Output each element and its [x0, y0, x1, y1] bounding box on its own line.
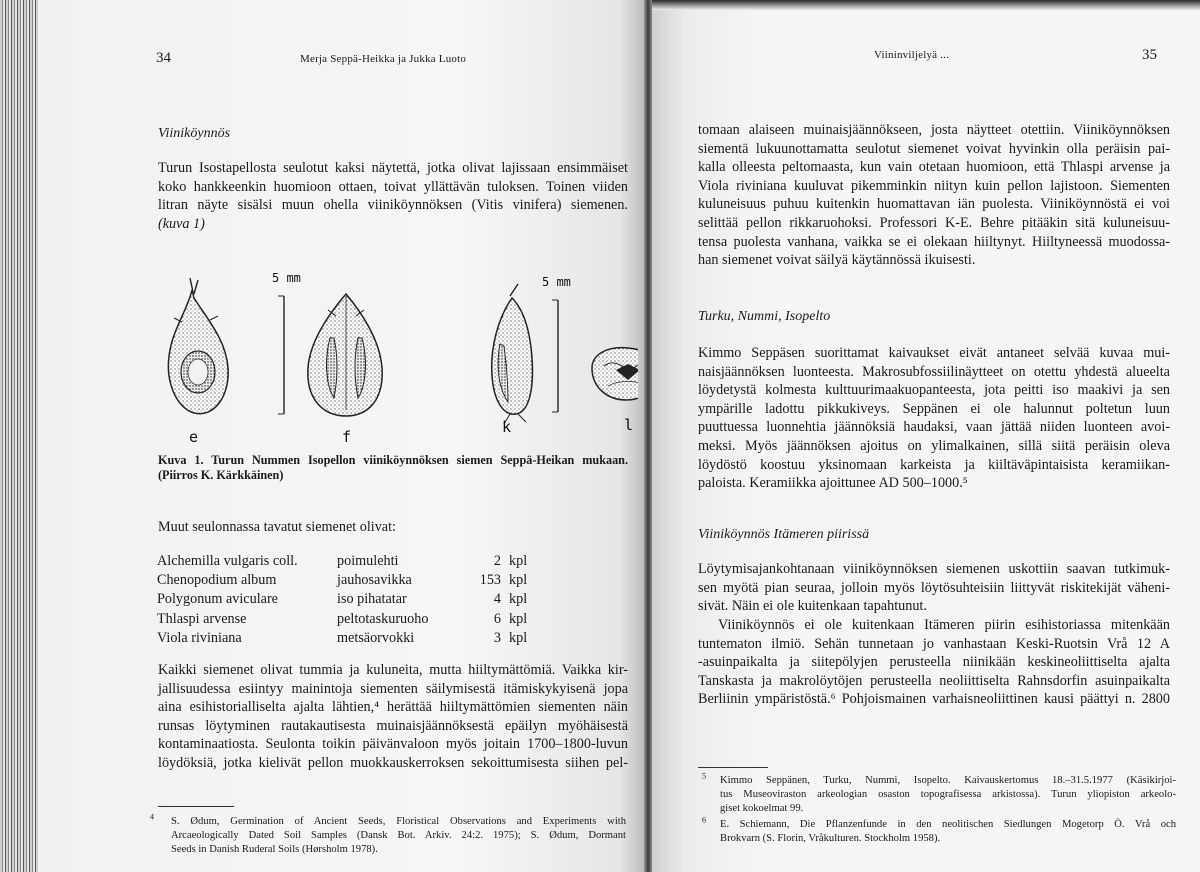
right-paragraph-1: [698, 121, 1170, 270]
seed-row: [157, 591, 549, 610]
text-line: koko hankkeenkin huomioon ottaen, toivat yllättävän tuloksen. Toinen viiden: [158, 178, 628, 195]
figure-label-e: e: [189, 428, 199, 446]
page-edges: [0, 0, 38, 872]
text-line: tensa puolesta vanhana, vaikka se ei olekaan hiiltynyt. Hiiltyneessä muodossa-: [698, 233, 1170, 250]
seed-count: 153: [479, 572, 501, 589]
text-line: tomaan alaiseen muinaisjäännökseen, josta näytteet otettiin. Viiniköynnöksen: [698, 122, 1170, 138]
seed-finnish-name: metsäorvokki: [337, 629, 415, 646]
seed-count: 3: [493, 629, 501, 646]
seeds-intro: Muut seulonnassa tavatut siemenet olivat:: [158, 519, 396, 535]
scale-label-left: 5 mm: [272, 271, 301, 285]
text-line: Viiniköynnös ei ole kuitenkaan Itämeren piirin esihistoriassa mitenkään: [718, 617, 1170, 633]
text-line: meksi. Myös jäännöksen ajoitus on ylimalkainen, sillä siitä peräisin oleva: [698, 437, 1170, 454]
text-line: naisjäännöksen luonteesta. Makrosubfossiilinäytteet on otettu yhdestä alueelta: [698, 363, 1170, 380]
text-line: Viola riviniana kuuluvat pikemminkin niityn kuin pellon lajistoon. Siementen: [698, 177, 1170, 194]
seed-finnish-name: poimulehti: [337, 553, 399, 569]
text-line: löydöksiä, jotka kielivät pellon muokkauskerroksen sekoittumisesta siihen pel-: [158, 754, 628, 771]
right-paragraph-3: [698, 560, 1170, 616]
section-title-viinikoynnos: Viiniköynnös: [158, 126, 231, 141]
footnote-line: giset kokoelmat 99.: [720, 802, 804, 814]
seed-latin-name: Alchemilla vulgaris coll.: [157, 553, 298, 569]
book-gutter: [644, 0, 652, 872]
seed-row: [157, 553, 549, 572]
seed-unit: kpl: [509, 572, 528, 589]
left-page: [38, 0, 644, 872]
text-line: Kimmo Seppäsen suorittamat kaivaukset eivät antaneet selvää kuvaa mui-: [698, 345, 1170, 361]
text-line: runsas löytyminen rautakautisesta muinaisjäännöksestä epäilyn myöhäisestä: [158, 717, 628, 734]
text-line: sen myötä pian seuraa, jolloin myös löytösuhteisiin liittyvät riskitekijät väheni-: [698, 579, 1170, 596]
seed-latin-name: Thlaspi arvense: [157, 610, 247, 627]
text-line: Turun Isostapellosta seulotut kaksi näytettä, jotka olivat lajissaan ensimmäiset: [158, 160, 628, 176]
right-paragraph-4: [698, 616, 1170, 709]
footnote-4: [171, 815, 626, 856]
text-line: jallisuudessa esiintyy mainintoja siementen säilymisestä itämiskykyisenä jopa: [158, 680, 628, 697]
text-line: -asuinpaikalta ja siitepölyjen perusteella niinikään keskineoliittiselta ajalta: [698, 654, 1170, 671]
left-paragraph-2: [158, 661, 628, 773]
text-line: han siemenet voivat säilyä käytännössä ikuisesti.: [698, 252, 976, 269]
footnote-line: S. Ødum, Germination of Ancient Seeds, Floristical Observations and Experiments with: [171, 816, 626, 827]
footnote-line: Seeds in Danish Ruderal Soils (Hørsholm 1978).: [171, 843, 378, 855]
seed-f-drawing: [308, 294, 382, 416]
text-line: löydetystä kolmesta kulttuurimaakuopanteesta, jota peitti iso maakivi ja sen: [698, 382, 1170, 399]
footnote-line: Arcaeologically Dated Soil Samples (Dansk Bot. Arkiv. 24:2. 1975); S. Ødum, Dormant: [171, 829, 626, 841]
seeds-table: [157, 553, 549, 649]
seed-unit: kpl: [509, 629, 528, 646]
text-line: Berliinin ympäristöstä.⁶ Pohjoismainen varhaisneoliittinen kausi päättyi n. 2800: [698, 691, 1170, 708]
seed-e-drawing: [168, 278, 228, 414]
seed-count: 6: [493, 610, 501, 627]
seed-row: [157, 630, 549, 649]
right-paragraph-2: [698, 344, 1170, 493]
section-title-itameren-piirissa: Viiniköynnös Itämeren piirissä: [698, 527, 870, 542]
seed-k-drawing: [492, 284, 533, 424]
seed-unit: kpl: [509, 591, 528, 608]
text-line: puuttuessa luonnehtia jäännöksiä haudaksi, vaan jättää niiden luonteen avoi-: [698, 419, 1170, 436]
seed-l-drawing: [592, 348, 638, 400]
footnote-6: [720, 818, 1176, 846]
seed-finnish-name: iso pihatatar: [337, 591, 407, 608]
right-running-head: Viininviljelyä ...: [874, 49, 950, 61]
text-line: Löytymisajankohtanaan viiniköynnöksen siemenen uskottiin saavan tutkimuk-: [698, 561, 1170, 577]
text-line: paloista. Keramiikka ajoittunee AD 500–1000.⁵: [698, 475, 968, 492]
right-page: [652, 0, 1200, 872]
footnote-line: Brokvarn (S. Florin, Vråkulturen. Stockholm 1958).: [720, 832, 941, 844]
seed-row: [157, 611, 549, 630]
seed-row: [157, 572, 549, 591]
footnote-5: [720, 774, 1176, 815]
text-line: Kaikki siemenet olivat tummia ja kuluneita, mutta hiiltymättömiä. Vaikka kir-: [158, 662, 628, 678]
footnote-line: E. Schiemann, Die Pflanzenfunde in den neolitischen Siedlungen Mogetorp Ö. Vrå och: [720, 819, 1176, 830]
seed-finnish-name: peltotaskuruoho: [337, 610, 429, 627]
text-line: kalla olleesta peltomaasta, kun vain otetaan huomioon, että Thlaspi arvense ja: [698, 159, 1170, 176]
footnote-line: tus Museoviraston arkeologian osaston topografisessa arkistossa). Turun yliopiston arkeolo-: [720, 788, 1176, 800]
text-line: (kuva 1): [158, 215, 205, 232]
footnote-rule: [158, 806, 234, 807]
right-page-number: 35: [1142, 47, 1157, 63]
figure-label-f: f: [342, 428, 352, 446]
text-line: kuluneisuus puhuu kuitenkin huomattavan iän puolesta. Viiniköynnöstä ei voi: [698, 196, 1170, 213]
text-line: tuntematon ilmiö. Sehän tunnetaan jo vanhastaan Keski-Ruotsin Vrå 12 A: [698, 635, 1170, 652]
text-line: kontaminaatiosta. Seulonta toikin päivänvaloon myös joitain 1700–1800-luvun: [158, 736, 628, 753]
text-line: selittää pellon rikkaruohoksi. Professori K-E. Behre pitääkin sitä kuluneisuu-: [698, 214, 1170, 231]
text-line: litran näyte sisälsi muun ohella viiniköynnöksen (Vitis vinifera) siemenen.: [158, 197, 628, 214]
seed-count: 4: [493, 591, 501, 608]
caption-line: Kuva 1. Turun Nummen Isopellon viiniköynnöksen siemen Seppä-Heikan mukaan.: [158, 453, 628, 467]
footnote-rule: [698, 767, 768, 768]
seed-latin-name: Polygonum aviculare: [157, 591, 278, 608]
text-line: sivät. Näin ei ole kuitenkaan tapahtunut.: [698, 598, 927, 615]
figure-caption: [158, 453, 628, 483]
seed-latin-name: Viola riviniana: [157, 629, 242, 646]
seed-unit: kpl: [509, 553, 528, 569]
text-line: Tanskasta ja makrolöytöjen perusteella neoliittiselta Rahnsdorfin asuinpaikalta: [698, 672, 1170, 689]
section-title-isopelto: Turku, Nummi, Isopelto: [698, 309, 831, 324]
text-line: ympärille ladottu pikkukiveys. Seppänen ei ole halunnut poltetun luun: [698, 400, 1170, 417]
footnote-line: Kimmo Seppänen, Turku, Nummi, Isopelto. Kaivauskertomus 18.–31.5.1977 (Käsikirjoi-: [720, 775, 1176, 786]
text-line: löydöstö koostuu yksinomaan karkeista ja kiiltäväpintaisista keramiikan-: [698, 456, 1170, 473]
scale-label-right: 5 mm: [542, 275, 571, 289]
caption-line: (Piirros K. Kärkkäinen): [158, 468, 284, 482]
left-page-number: 34: [156, 50, 171, 66]
left-paragraph-1: [158, 159, 628, 233]
text-line: aina esihistorialliselta ajalta lähtien,⁴ herättää hiiltymättömien siementen näin: [158, 699, 628, 716]
footnote-4-marker: 4: [150, 812, 154, 822]
seed-unit: kpl: [509, 610, 528, 627]
seed-latin-name: Chenopodium album: [157, 572, 277, 589]
text-line: siementä lukuunottamatta seulotut siemenet voivat hyvinkin olla peräisin pai-: [698, 140, 1170, 157]
seed-figure: [138, 268, 638, 448]
seed-finnish-name: jauhosavikka: [337, 572, 412, 589]
figure-label-l: l: [624, 416, 634, 434]
left-running-head: Merja Seppä-Heikka ja Jukka Luoto: [300, 53, 467, 65]
footnote-6-marker: 6: [702, 815, 706, 825]
figure-label-k: k: [502, 418, 512, 436]
footnote-5-marker: 5: [702, 771, 706, 781]
seed-count: 2: [493, 553, 501, 569]
